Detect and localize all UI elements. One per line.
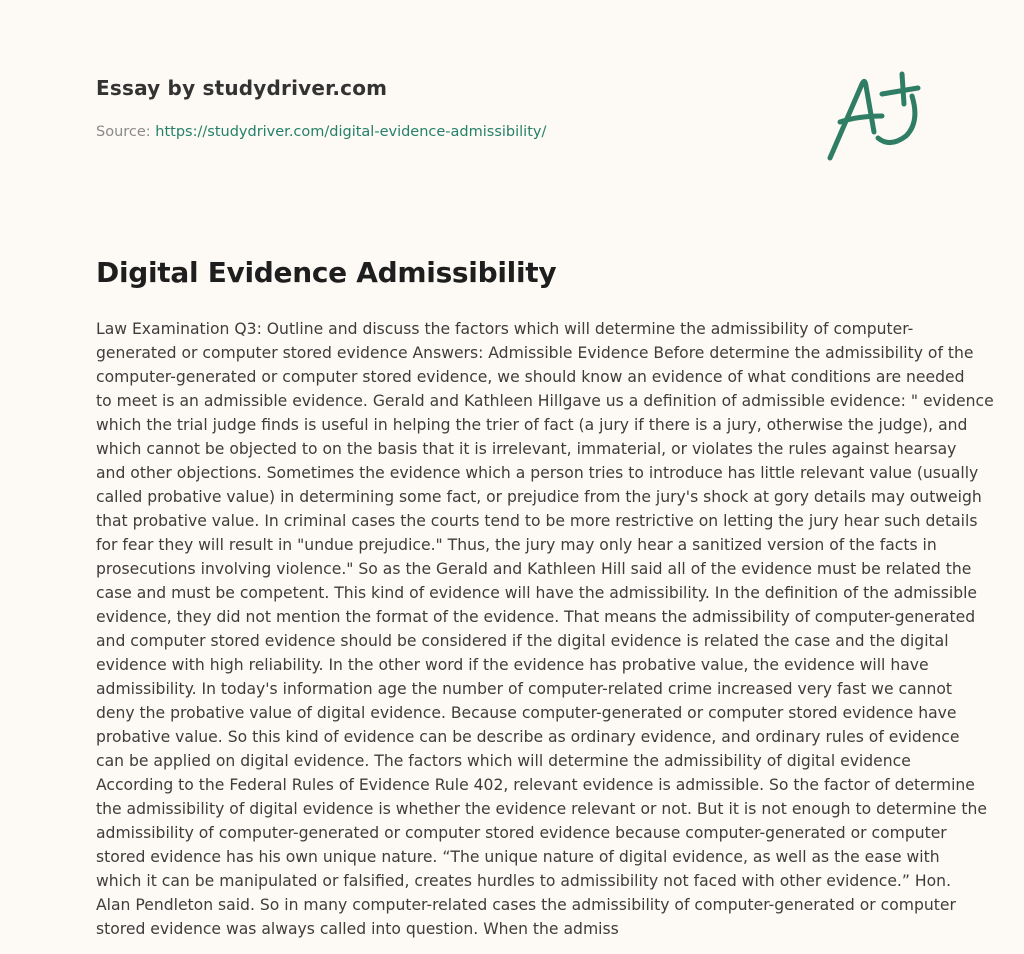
article-text-line: computer-generated or computer stored evidence, we should know an evidence of what conditions are needed — [96, 368, 965, 386]
site-header — [96, 76, 387, 100]
article-text-line: the admissibility of digital evidence is whether the evidence relevant or not. But it is not enough to determine the — [96, 800, 987, 818]
article-text-line: stored evidence was always called into question. When the admiss — [96, 920, 619, 938]
article-body — [96, 317, 994, 941]
article-text-line: probative value. So this kind of evidence can be describe as ordinary evidence, and ordinary rules of evidence — [96, 728, 960, 746]
article-text-line: Law Examination Q3: Outline and discuss the factors which will determine the admissibility of computer- — [96, 320, 914, 338]
article-text-line: Alan Pendleton said. So in many computer-related cases the admissibility of computer-generated or computer — [96, 896, 956, 914]
source-label: Source: — [96, 124, 156, 140]
article-text-line: can be applied on digital evidence. The factors which will determine the admissibility of digital evidence — [96, 752, 911, 770]
article-text-line: evidence, they did not mention the format of the evidence. That means the admissibility of computer-generated — [96, 608, 976, 626]
article-text-line: called probative value) in determining some fact, or prejudice from the jury's shock at gory details may outweigh — [96, 488, 982, 506]
article-text-line: prosecutions involving violence." So as the Gerald and Kathleen Hill said all of the evidence must be related the — [96, 560, 972, 578]
article-text-line: to meet is an admissible evidence. Gerald and Kathleen Hillgave us a definition of admissible evidence: " evidence — [96, 392, 994, 410]
article-text-line: which cannot be objected to on the basis that it is irrelevant, immaterial, or violates the rules against hearsay — [96, 440, 957, 458]
article-text-line: generated or computer stored evidence Answers: Admissible Evidence Before determine the admissibility of the — [96, 344, 974, 362]
article-text-line: evidence with high reliability. In the other word if the evidence has probative value, the evidence will have — [96, 656, 929, 674]
article-text-line: deny the probative value of digital evidence. Because computer-generated or computer stored evidence have — [96, 704, 957, 722]
article-text-line: and other objections. Sometimes the evidence which a person tries to introduce has little relevant value (usually — [96, 464, 979, 482]
article-title: Digital Evidence Admissibility — [96, 256, 557, 289]
article-text-line: which it can be manipulated or falsified, creates hurdles to admissibility not faced with other evidence.” Hon. — [96, 872, 952, 890]
article-text-line: According to the Federal Rules of Evidence Rule 402, relevant evidence is admissible. So the factor of determine — [96, 776, 975, 794]
article-text-line: that probative value. In criminal cases the courts tend to be more restrictive on letting the jury hear such details — [96, 512, 978, 530]
source-line — [96, 124, 546, 140]
article-text-line: admissibility of computer-generated or computer stored evidence because computer-generated or computer — [96, 824, 947, 842]
article-text-line: which the trial judge finds is useful in helping the trier of fact (a jury if there is a jury, otherwise the judge), and — [96, 416, 968, 434]
article-text-line: for fear they will result in "undue prejudice." Thus, the jury may only hear a sanitized version of the facts in — [96, 536, 937, 554]
brand-heading: Essay by studydriver.com — [96, 76, 388, 100]
article-text-line: admissibility. In today's information age the number of computer-related crime increased very fast we cannot — [96, 680, 953, 698]
article-text-line: and computer stored evidence should be considered if the digital evidence is related the case and the digital — [96, 632, 949, 650]
article-text-line: case and must be competent. This kind of evidence will have the admissibility. In the definition of the admissible — [96, 584, 978, 602]
article-text-line: stored evidence has his own unique nature. “The unique nature of digital evidence, as well as the ease with — [96, 848, 940, 866]
source-link[interactable]: https://studydriver.com/digital-evidence-admissibility/ — [155, 124, 547, 140]
a-plus-grade-icon — [820, 66, 930, 166]
